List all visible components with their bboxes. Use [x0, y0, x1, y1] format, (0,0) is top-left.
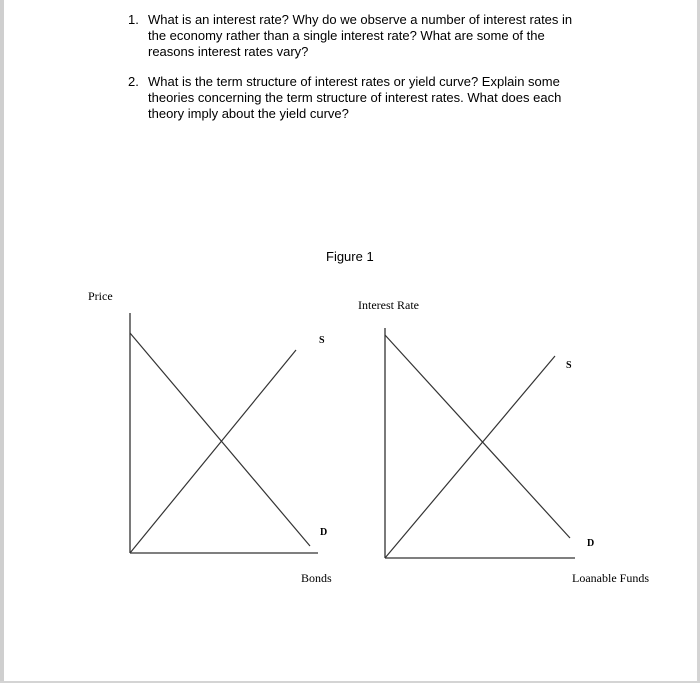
- bonds-supply-label: S: [319, 335, 325, 346]
- bonds-demand-label: D: [320, 527, 328, 538]
- question-2-number: 2.: [128, 74, 139, 89]
- question-1-number: 1.: [128, 12, 139, 27]
- bonds-graph: [88, 289, 332, 585]
- funds-x-label: Loanable Funds: [572, 571, 649, 585]
- funds-supply-curve: [385, 356, 555, 558]
- question-2-line-2: theories concerning the term structure of interest rates. What does each: [148, 90, 562, 105]
- question-1-line-1: What is an interest rate? Why do we observe a number of interest rates in: [148, 12, 573, 27]
- funds-demand-label: D: [587, 538, 595, 549]
- question-1-line-3: reasons interest rates vary?: [148, 44, 309, 59]
- question-2-line-1: What is the term structure of interest rates or yield curve? Explain some: [148, 74, 560, 89]
- question-2-line-3: theory imply about the yield curve?: [148, 106, 349, 121]
- funds-y-label: Interest Rate: [358, 298, 419, 312]
- question-1-line-2: the economy rather than a single interest rate? What are some of the: [148, 28, 545, 43]
- figure-title: Figure 1: [326, 249, 374, 264]
- loanable-funds-graph: [358, 298, 649, 585]
- funds-supply-label: S: [566, 360, 572, 371]
- bonds-supply-curve: [130, 350, 296, 553]
- funds-demand-curve: [385, 335, 570, 538]
- bonds-x-label: Bonds: [301, 571, 332, 585]
- bonds-y-label: Price: [88, 289, 113, 303]
